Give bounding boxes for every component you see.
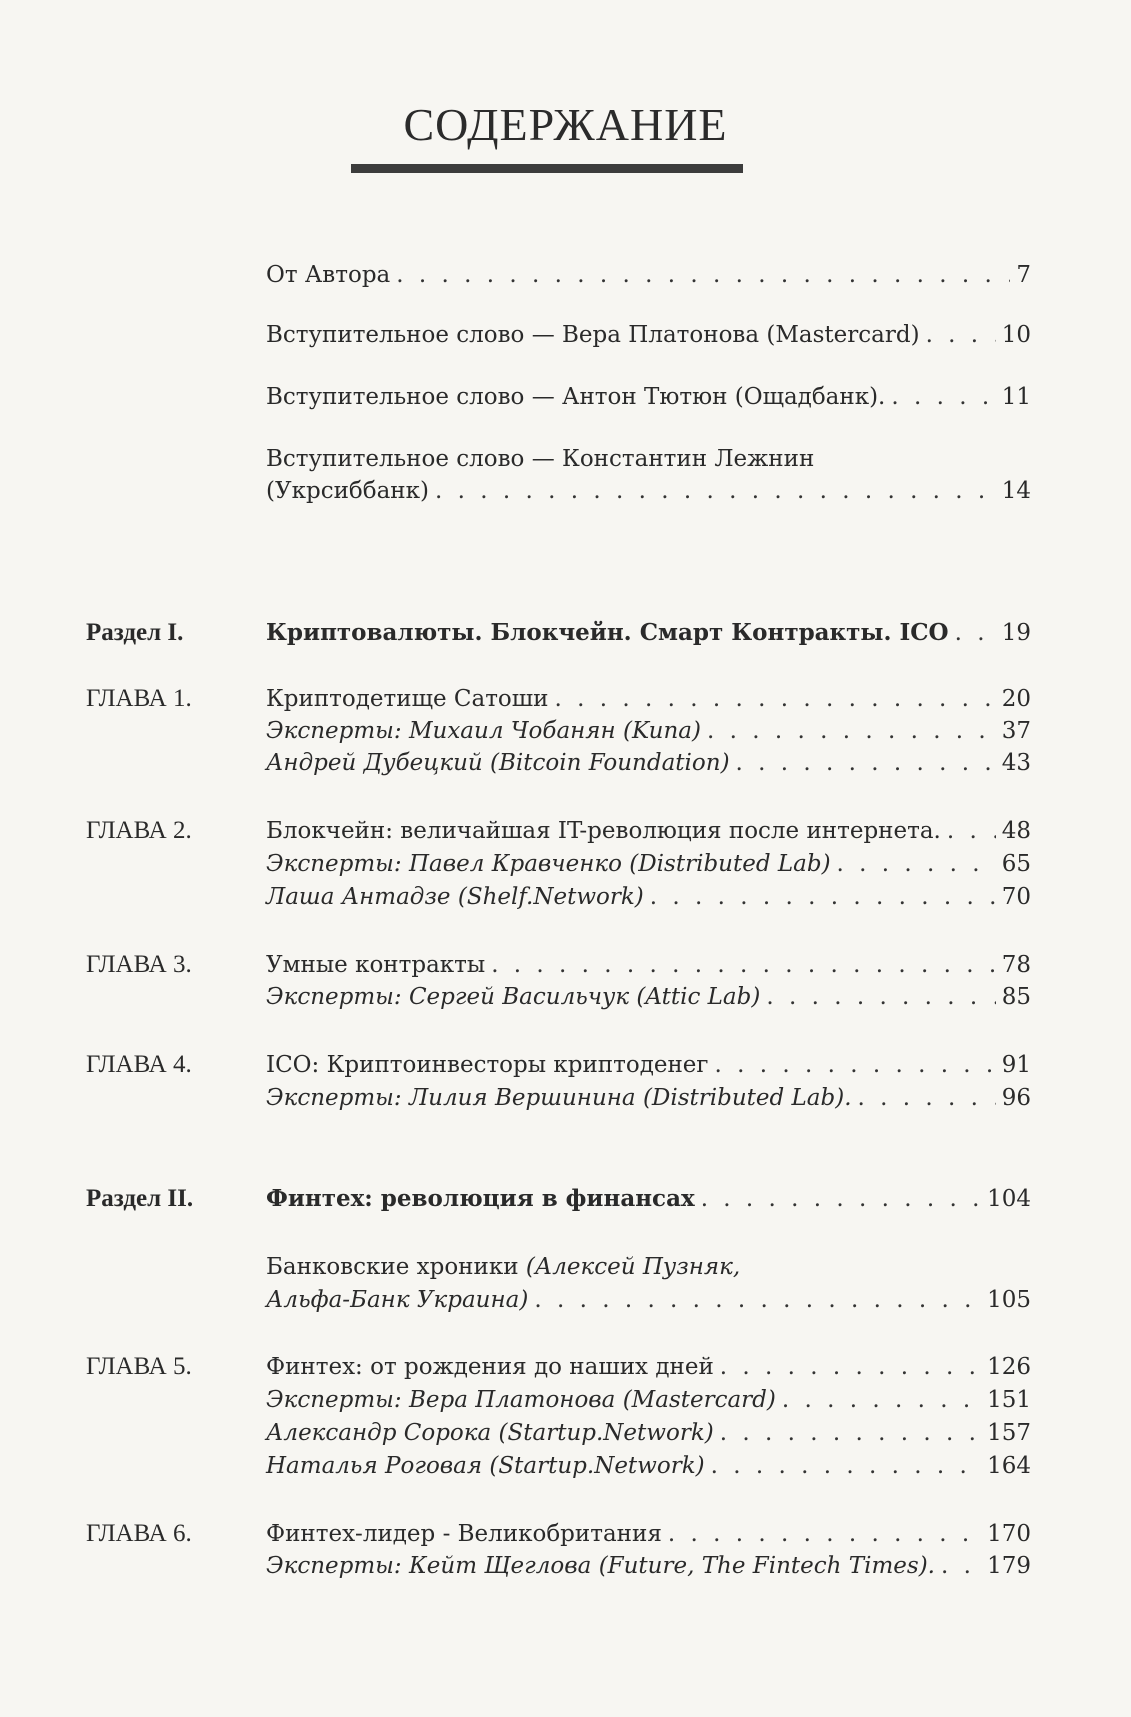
toc-entry-title: Вступительное слово — Антон Тютюн (Ощадбанк). [266,384,886,410]
expert-title: Александр Сорока (Startup.Network) [266,1420,714,1446]
expert-entry[interactable] [0,1449,1131,1483]
chapter-entry[interactable] [0,682,1131,716]
chapter-page: 170 [987,1521,1031,1547]
leader-dots [947,814,996,848]
expert-page: 85 [1001,984,1031,1010]
toc-entry[interactable] [0,258,1131,292]
chapter-entry[interactable] [0,1350,1131,1384]
leader-dots [650,880,996,914]
expert-title: Эксперты: Кейт Щеглова (Future, The Fintech Times). [266,1553,935,1579]
chapter-label: ГЛАВА 6. [86,1520,192,1547]
chapter-title: Криптодетище Сатоши [266,686,549,712]
chapter-title: Умные контракты [266,952,486,978]
toc-entry-title: Вступительное слово — Константин Лежнин [266,446,815,472]
expert-page: 65 [1001,851,1031,877]
expert-title: Эксперты: Павел Кравченко (Distributed Lab) [266,851,831,877]
toc-entry[interactable] [0,442,1131,476]
chapter-page: 78 [1001,952,1031,978]
expert-title: Эксперты: Михаил Чобанян (Kuna) [266,718,701,744]
expert-entry[interactable] [0,1081,1131,1115]
expert-page: 96 [1001,1085,1031,1111]
expert-page: 157 [987,1420,1031,1446]
toc-entry-page: 7 [1016,262,1031,288]
toc-entry-title: От Автора [266,262,391,288]
expert-title: Андрей Дубецкий (Bitcoin Foundation) [266,750,730,776]
leader-dots [941,1549,981,1583]
chapter-page: 126 [987,1354,1031,1380]
expert-title: Эксперты: Вера Платонова (Mastercard) [266,1387,776,1413]
leader-dots [766,980,995,1014]
toc-entry-page: 14 [1001,478,1031,504]
expert-entry[interactable] [0,847,1131,881]
chapter-entry[interactable] [0,1517,1131,1551]
expert-title: Наталья Роговая (Startup.Network) [266,1453,705,1479]
expert-title: Лаша Антадзе (Shelf.Network) [266,884,644,910]
chapter-entry[interactable] [0,814,1131,848]
leader-dots [782,1383,981,1417]
page-title: СОДЕРЖАНИЕ [403,99,728,150]
leader-dots [491,948,996,982]
toc-entry-title: Вступительное слово — Вера Платонова (Mastercard) [266,322,920,348]
chronicles-author-cont: Альфа-Банк Украина) [266,1287,529,1313]
leader-dots [891,380,995,414]
leader-dots [714,1048,995,1082]
expert-entry[interactable] [0,1416,1131,1450]
section-label: Раздел I. [86,619,184,646]
expert-entry[interactable] [0,880,1131,914]
toc-entry[interactable] [0,318,1131,352]
chapter-entry[interactable] [0,948,1131,982]
chapter-page: 91 [1001,1052,1031,1078]
title-underline [351,164,743,173]
expert-page: 70 [1001,884,1031,910]
toc-entry[interactable] [0,1250,1131,1284]
expert-page: 43 [1001,750,1031,776]
chapter-label: ГЛАВА 2. [86,817,192,844]
leader-dots [858,1081,996,1115]
leader-dots [707,714,996,748]
expert-page: 164 [987,1453,1031,1479]
section-entry[interactable] [0,1182,1131,1216]
leader-dots [736,746,996,780]
leader-dots [534,1283,981,1317]
section-entry[interactable] [0,616,1131,650]
expert-entry[interactable] [0,746,1131,780]
chapter-title: Финтех: от рождения до наших дней [266,1354,714,1380]
expert-page: 151 [987,1387,1031,1413]
section-page: 104 [987,1186,1031,1212]
chapter-title: Блокчейн: величайшая IT-революция после интернета. [266,818,941,844]
toc-entry-page: 10 [1001,322,1031,348]
toc-entry[interactable] [0,380,1131,414]
toc-entry-continued[interactable] [0,1283,1131,1317]
chapter-page: 20 [1001,686,1031,712]
expert-entry[interactable] [0,714,1131,748]
section-title: Финтех: революция в финансах [266,1185,695,1212]
chapter-title: Финтех-лидер - Великобритания [266,1521,662,1547]
leader-dots [955,616,996,650]
expert-entry[interactable] [0,1549,1131,1583]
toc-entry-page: 11 [1001,384,1031,410]
expert-entry[interactable] [0,1383,1131,1417]
expert-page: 37 [1001,718,1031,744]
chapter-label: ГЛАВА 5. [86,1353,192,1380]
leader-dots [668,1517,981,1551]
leader-dots [720,1416,981,1450]
expert-title: Эксперты: Лилия Вершинина (Distributed Lab). [266,1085,852,1111]
toc-entry-page: 105 [987,1287,1031,1313]
toc-entry-title [266,1250,740,1284]
leader-dots [926,318,996,352]
chapter-label: ГЛАВА 1. [86,685,192,712]
expert-title: Эксперты: Сергей Васильчук (Attic Lab) [266,984,761,1010]
chapter-entry[interactable] [0,1048,1131,1082]
chronicles-title: Банковские хроники [266,1254,526,1280]
expert-page: 179 [987,1553,1031,1579]
leader-dots [435,474,996,508]
section-page: 19 [1001,620,1031,646]
leader-dots [720,1350,981,1384]
leader-dots [837,847,996,881]
toc-entry-title-cont: (Укрсиббанк) [266,478,429,504]
leader-dots [701,1182,981,1216]
chronicles-author: (Алексей Пузняк, [525,1254,741,1280]
leader-dots [554,682,995,716]
chapter-label: ГЛАВА 3. [86,951,192,978]
chapter-page: 48 [1001,818,1031,844]
section-title: Криптовалюты. Блокчейн. Смарт Контракты. ICO [266,619,949,646]
chapter-label: ГЛАВА 4. [86,1051,192,1078]
toc-entry-continued[interactable] [0,474,1131,508]
expert-entry[interactable] [0,980,1131,1014]
leader-dots [711,1449,981,1483]
leader-dots [396,258,1010,292]
chapter-title: ICO: Криптоинвесторы криптоденег [266,1052,709,1078]
section-label: Раздел II. [86,1185,194,1212]
